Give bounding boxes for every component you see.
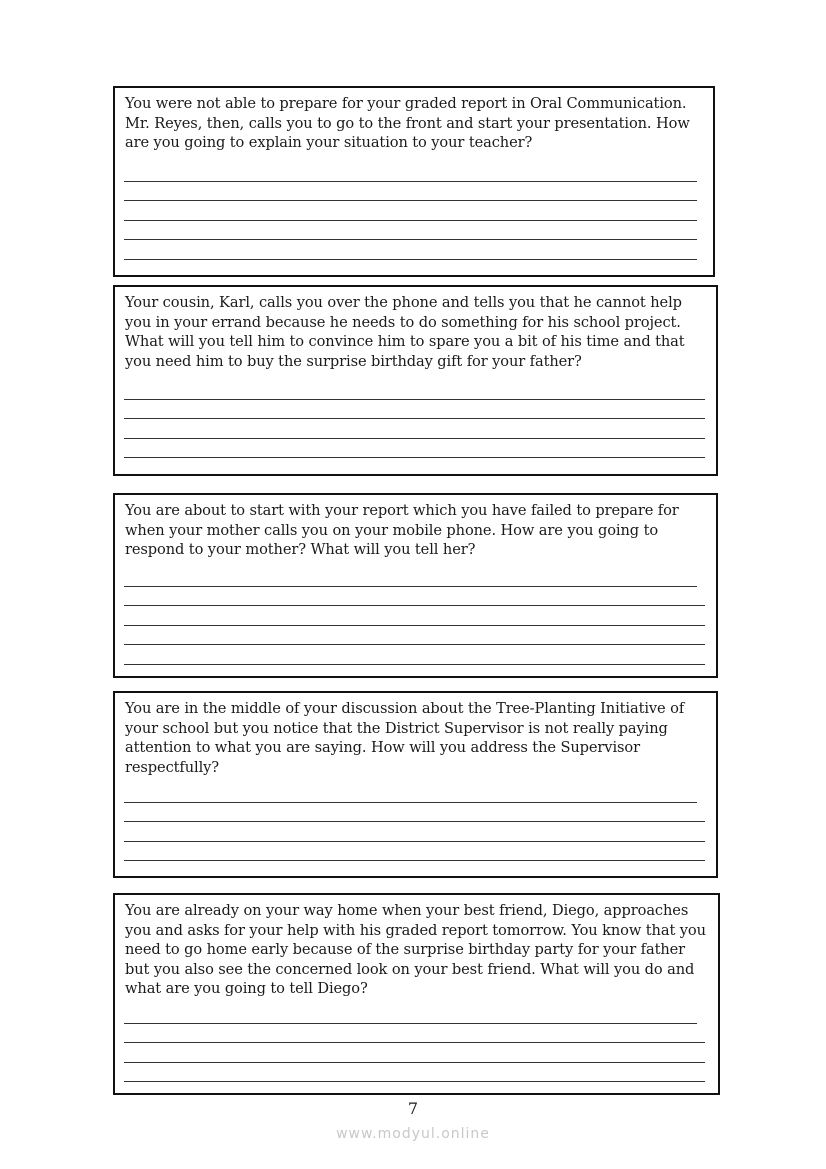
page-number: 7 [407, 1099, 419, 1118]
answer-line[interactable] [124, 1063, 705, 1083]
answer-line[interactable] [124, 567, 697, 587]
answer-line[interactable] [124, 419, 705, 439]
answer-line[interactable] [124, 182, 697, 202]
scenario-prompt-1: You were not able to prepare for your graded report in Oral Communication. Mr. Reyes, then, calls you to go to the front and start your presentation. How are you going to explain your situation to your teacher? [125, 95, 690, 152]
scenario-prompt-5: You are already on your way home when your best friend, Diego, approaches you and asks for your help with his graded report tomorrow. You know that you need to go home early because of the surprise birthday party for your father but you also see the concerned look on your best friend. What will you do and what are you going to tell Diego? [125, 902, 706, 998]
answer-line[interactable] [124, 201, 697, 221]
answer-line[interactable] [124, 1043, 705, 1063]
answer-line[interactable] [124, 803, 705, 823]
answer-lines-3[interactable] [124, 567, 705, 665]
scenario-prompt-3: You are about to start with your report which you have failed to prepare for when your mother calls you on your mobile phone. How are you going to respond to your mother? What will you tell her? [125, 502, 679, 559]
answer-line[interactable] [124, 606, 705, 626]
answer-line[interactable] [124, 626, 705, 646]
answer-lines-2[interactable] [124, 380, 705, 458]
answer-line[interactable] [124, 1024, 705, 1044]
answer-lines-1[interactable] [124, 162, 697, 260]
watermark: www.modyul.online [336, 1126, 490, 1142]
answer-line[interactable] [124, 645, 705, 665]
answer-lines-5[interactable] [124, 1004, 705, 1082]
answer-line[interactable] [124, 400, 705, 420]
answer-line[interactable] [124, 439, 705, 459]
answer-line[interactable] [124, 162, 697, 182]
answer-line[interactable] [124, 240, 697, 260]
answer-line[interactable] [124, 380, 705, 400]
answer-line[interactable] [124, 587, 705, 607]
answer-line[interactable] [124, 822, 705, 842]
answer-line[interactable] [124, 221, 697, 241]
answer-line[interactable] [124, 842, 705, 862]
answer-line[interactable] [124, 783, 697, 803]
scenario-prompt-2: Your cousin, Karl, calls you over the phone and tells you that he cannot help you in your errand because he needs to do something for his school project. What will you tell him to convince him to spare you a bit of his time and that you need him to buy the surprise birthday gift for your father? [125, 294, 685, 370]
answer-lines-4[interactable] [124, 783, 705, 861]
scenario-prompt-4: You are in the middle of your discussion about the Tree-Planting Initiative of your school but you notice that the District Supervisor is not really paying attention to what you are saying. How will you address the Supervisor respectfully? [125, 700, 685, 776]
answer-line[interactable] [124, 1004, 697, 1024]
